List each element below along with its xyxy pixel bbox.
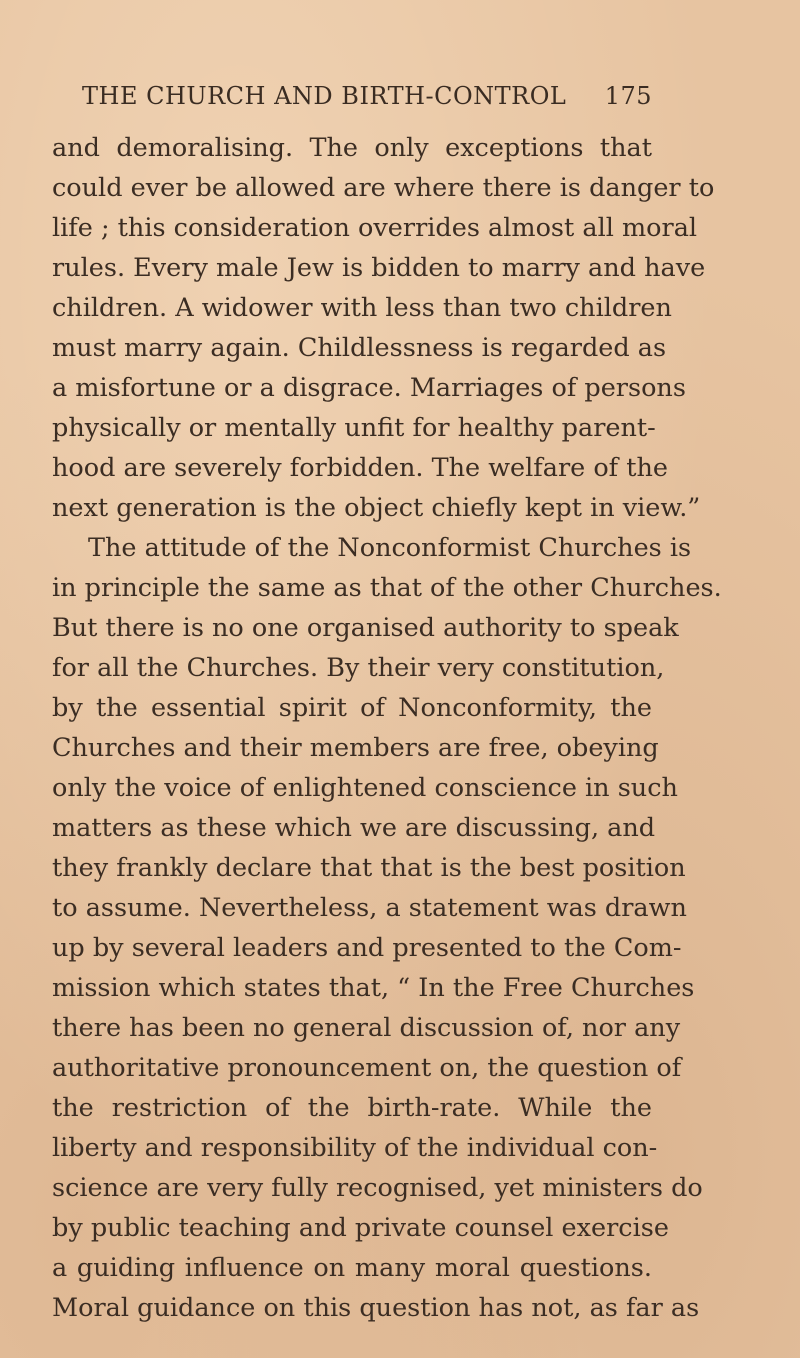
running-head: [82, 82, 652, 122]
text-line: life ; this consideration overrides almost all moral: [52, 213, 698, 243]
text-line: they frankly declare that that is the best position: [52, 853, 686, 883]
text-line: must marry again. Childlessness is regarded as: [52, 333, 667, 363]
text-line: to assume. Nevertheless, a statement was drawn: [52, 893, 687, 923]
text-line: only the voice of enlightened conscience in such: [52, 773, 678, 803]
text-line: The attitude of the Nonconformist Churches is: [88, 533, 692, 563]
text-line: for all the Churches. By their very constitution,: [52, 653, 665, 683]
text-line: a misfortune or a disgrace. Marriages of persons: [52, 373, 686, 403]
text-line: authoritative pronouncement on, the question of: [52, 1053, 682, 1083]
running-head-title: THE CHURCH AND BIRTH-CONTROL: [82, 82, 567, 110]
text-line: But there is no one organised authority to speak: [52, 613, 679, 643]
text-line: liberty and responsibility of the individual con-: [52, 1133, 658, 1163]
text-line: the restriction of the birth-rate. While the: [52, 1093, 652, 1123]
text-line: by the essential spirit of Nonconformity, the: [52, 693, 652, 723]
text-line: Moral guidance on this question has not, as far as: [52, 1293, 700, 1323]
text-line: rules. Every male Jew is bidden to marry and have: [52, 253, 706, 283]
text-line: hood are severely forbidden. The welfare of the: [52, 453, 668, 483]
page-number: 175: [604, 82, 652, 110]
text-line: and demoralising. The only exceptions that: [52, 133, 652, 163]
text-line: in principle the same as that of the other Churches.: [52, 573, 722, 603]
text-line: could ever be allowed are where there is danger to: [52, 173, 715, 203]
text-line: Churches and their members are free, obeying: [52, 733, 659, 763]
text-line: by public teaching and private counsel exercise: [52, 1213, 669, 1243]
text-line: a guiding influence on many moral questions.: [52, 1253, 652, 1283]
text-line: science are very fully recognised, yet ministers do: [52, 1173, 703, 1203]
text-line: mission which states that, “ In the Free Churches: [52, 973, 695, 1003]
text-line: physically or mentally unfit for healthy parent-: [52, 413, 656, 443]
text-line: matters as these which we are discussing, and: [52, 813, 656, 843]
text-line: next generation is the object chiefly kept in view.”: [52, 493, 701, 523]
text-line: up by several leaders and presented to the Com-: [52, 933, 682, 963]
text-line: children. A widower with less than two children: [52, 293, 672, 323]
text-line: there has been no general discussion of, nor any: [52, 1013, 681, 1043]
